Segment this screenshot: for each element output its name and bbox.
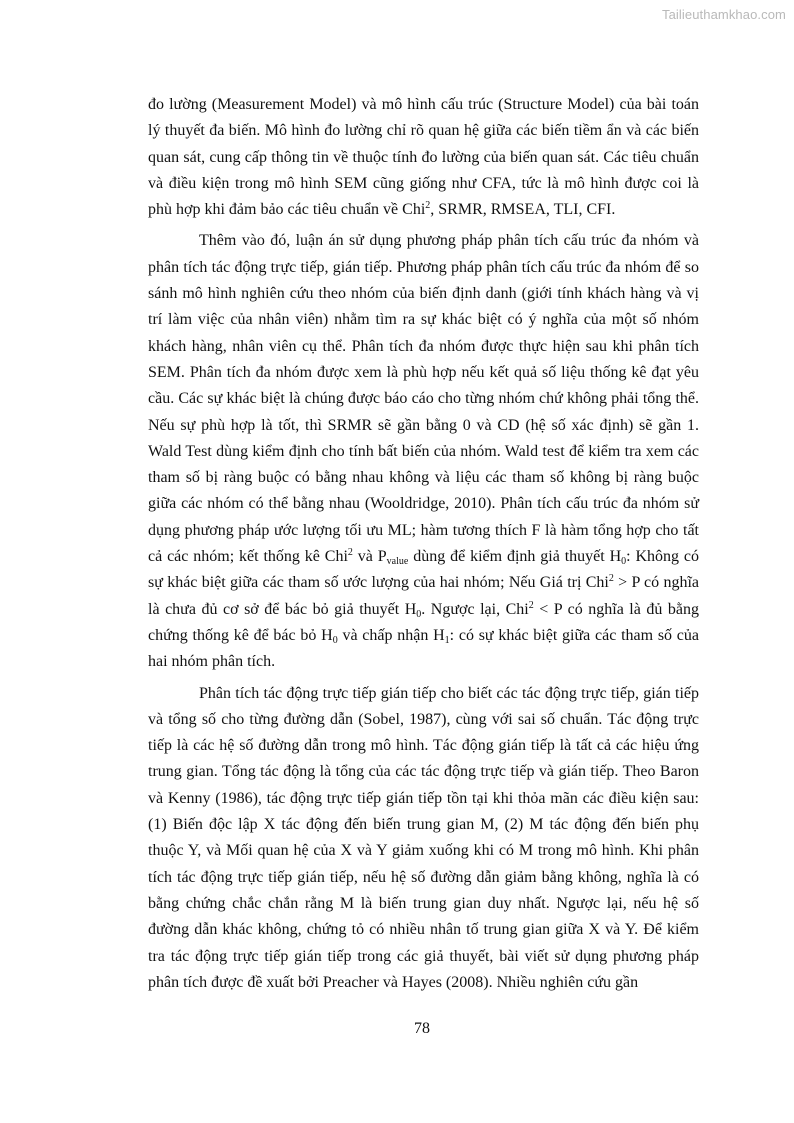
body-paragraph — [148, 228, 699, 675]
text-run: , SRMR, RMSEA, TLI, CFI. — [430, 201, 616, 219]
body-paragraph — [148, 92, 699, 223]
superscript: 2 — [425, 200, 431, 212]
body-paragraph — [148, 681, 699, 997]
text-run: và chấp nhận H — [337, 626, 445, 644]
document-body — [148, 92, 699, 1001]
text-run: . Ngược lại, Chi — [421, 600, 529, 618]
text-run: dùng để kiểm định giả thuyết H — [408, 548, 622, 566]
text-run: : Không có sự khác biệt giữa các tham số ước lượng của hai nhóm; Nếu Giá trị Chi — [148, 548, 700, 592]
watermark-text: Tailieuthamkhao.com — [661, 7, 786, 22]
text-run: : có sự khác biệt giữa các tham số của hai nhóm phân tích. — [148, 626, 699, 671]
text-run: > P có nghĩa là chưa đủ cơ sở để bác bỏ giả thuyết H — [148, 574, 699, 618]
text-run: Phân tích tác động trực tiếp gián tiếp cho biết các tác động trực tiếp, gián tiếp và tổng số cho từng đường dẫn (Sobel, 1987), cùng với sai số chuẩn. Tác động trực tiếp là các hệ số đường dẫn trong mô hình. Tác động gián tiếp là tất cả các hiệu ứng trung gian. Tổng tác động là tổng của các tác động trực tiếp và gián tiếp. Theo Baron và Kenny (1986), tác động trực tiếp gián tiếp tồn tại khi thỏa mãn các điều kiện sau: (1) Biến độc lập X tác động đến biến trung gian M, (2) M tác động đến biến phụ thuộc Y, và Mối quan hệ của X và Y giảm xuống khi có M trong mô hình. Khi phân tích tác động trực tiếp gián tiếp, nếu hệ số đường dẫn giảm bằng không, nghĩa là có bằng chứng chắc chắn rằng M là biến trung gian duy nhất. Ngược lại, nếu hệ số đường dẫn khác không, chứng tỏ có nhiều nhân tố trung gian giữa X và Y. Để kiểm tra tác động trực tiếp gián tiếp trong các giả thuyết, bài viết sử dụng phương pháp phân tích được đề xuất bởi Preacher và Hayes (2008). Nhiều nghiên cứu gần — [148, 684, 699, 991]
subscript: value — [386, 556, 409, 568]
text-run: < P có nghĩa là đủ bằng chứng thống kê để bác bỏ H — [148, 600, 699, 644]
superscript: 2 — [528, 599, 534, 611]
page-number: 78 — [414, 1020, 430, 1037]
superscript: 2 — [347, 547, 353, 559]
text-run: Thêm vào đó, luận án sử dụng phương pháp phân tích cấu trúc đa nhóm và phân tích tác động trực tiếp, gián tiếp. Phương pháp phân tích cấu trúc đa nhóm để so sánh mô hình nghiên cứu theo nhóm của biến định danh (giới tính khách hàng và vị trí làm việc của nhân viên) nhằm tìm ra sự khác biệt có ý nghĩa của một số nhóm khách hàng, nhân viên cụ thể. Phân tích đa nhóm được thực hiện sau khi phân tích SEM. Phân tích đa nhóm được xem là phù hợp nếu kết quả số liệu thống kê đạt yêu cầu. Các sự khác biệt là chúng được báo cáo cho từng nhóm chứ không phải tổng thể. Nếu sự phù hợp là tốt, thì SRMR sẽ gần bằng 0 và CD (hệ số xác định) sẽ gần 1. Wald Test dùng kiểm định cho tính bất biến của nhóm. Wald test để kiểm tra xem các tham số bị ràng buộc có bằng nhau không và liệu các tham số không bị ràng buộc giữa các nhóm có thể bằng nhau (Wooldridge, 2010). Phân tích cấu trúc đa nhóm sử dụng phương pháp ước lượng tối ưu ML; hàm tương thích F là hàm tổng hợp cho tất cả các nhóm; kết thống kê Chi — [148, 232, 699, 566]
text-run: đo lường (Measurement Model) và mô hình cấu trúc (Structure Model) của bài toán lý thuyết đa biến. Mô hình đo lường chỉ rõ quan hệ giữa các biến tiềm ẩn và các biến quan sát, cung cấp thông tin về thuộc tính đo lường của biến quan sát. Các tiêu chuẩn và điều kiện trong mô hình SEM cũng giống như CFA, tức là mô hình được coi là phù hợp khi đảm bảo các tiêu chuẩn về Chi — [148, 96, 699, 219]
subscript: 1 — [444, 634, 450, 646]
subscript: 0 — [332, 634, 338, 646]
subscript: 0 — [416, 608, 422, 620]
superscript: 2 — [608, 573, 614, 585]
text-run: và P — [352, 548, 387, 566]
subscript: 0 — [621, 556, 627, 568]
